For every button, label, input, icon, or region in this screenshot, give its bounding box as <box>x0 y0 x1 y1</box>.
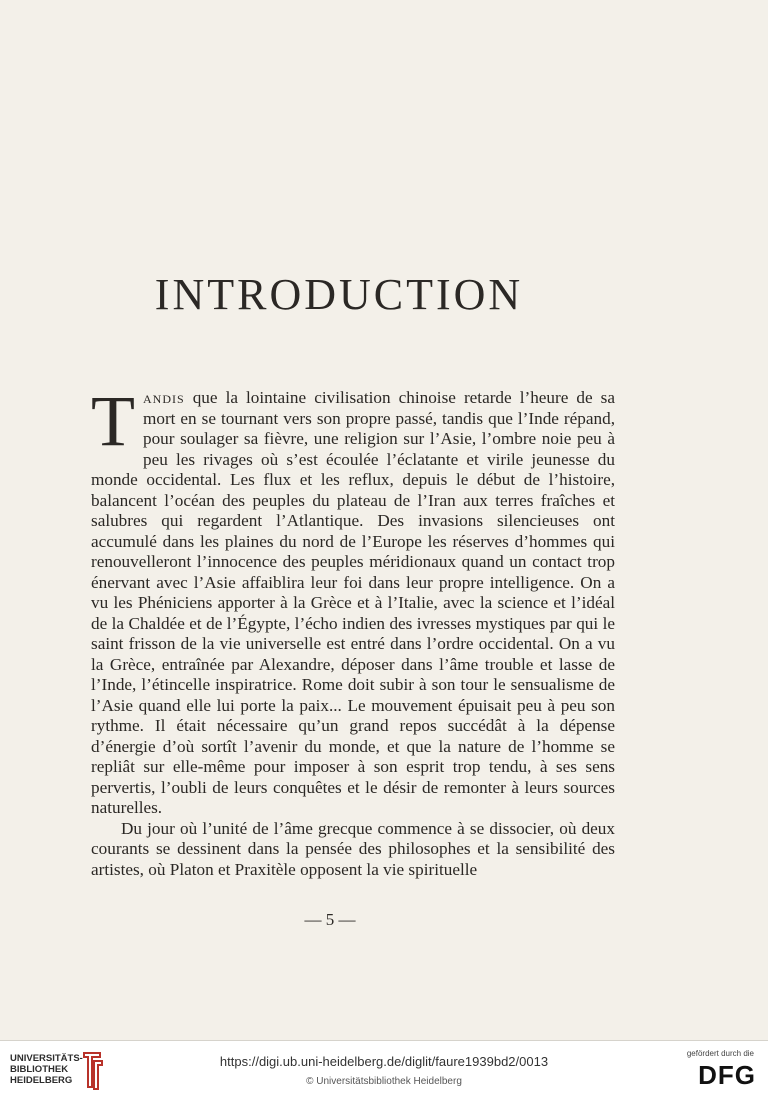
funded-by-text: gefördert durch die <box>686 1049 754 1058</box>
paragraph-1 <box>91 381 615 819</box>
library-line-3: HEIDELBERG <box>10 1075 73 1086</box>
chapter-title: INTRODUCTION <box>154 270 524 320</box>
dfg-logo: DFG <box>698 1060 756 1090</box>
copyright-text: © Universitätsbibliothek Heidelberg <box>306 1076 462 1087</box>
footer-bar <box>0 1040 768 1099</box>
page-number: — 5 — <box>304 910 356 929</box>
drop-cap: T <box>91 381 135 461</box>
library-line-1: UNIVERSITÄTS- <box>10 1053 83 1064</box>
page-url-link[interactable]: https://digi.ub.uni-heidelberg.de/diglit/faure1939bd2/0013 <box>219 1054 549 1069</box>
paragraph-1-text: que la lointaine civilisation chinoise retarde l’heure de sa mort en se tournant vers son propre passé, tandis que l’Inde répand, pour soulager sa fièvre, une religion sur l’Asie, l’ombre noie peu à peu les rivages où s’est écoulée l’éclatante et virile jeunesse du monde occidental. Les flux et les reflux, depuis le début de l’histoire, balancent l’océan des peuples du plateau de l’Iran aux terres fraîches et salubres qui regardent l’Atlantique. Des invasions silencieuses ont accumulé dans les plaines du nord de l’Europe les réserves d’hommes qui renouvelleront l’innocence des peuples méridionaux quand un contact trop énervant avec l’Asie affaiblira leur foi dans leur propre intelligence. On a vu les Phéniciens apporter à la Grèce et à l’Italie, avec la science et l’idéal de la Chaldée et de l’Égypte, l’écho indien des ivresses mystiques par qui le saint frisson de la vie universelle est entré dans l’ordre occidental. On a vu la Grèce, entraînée par Alexandre, déposer dans l’âme trouble et lasse de l’Inde, l’étincelle inspiratrice. Rome doit subir à son tour le sensualisme de l’Asie quand elle lui porte la paix... Le mouvement épuisait peu à peu son rythme. Il était nécessaire qu’un grand repos succédât à la dépense d’énergie d’où sortît l’avenir du monde, et que la nature de l’homme se repliât sur elle-même pour imposer à son esprit trop tendu, à ses sens pervertis, l’oubli de leurs conquêtes et le désir de remonter à leurs sources naturelles. <box>91 388 615 817</box>
first-word-rest: andis <box>142 388 185 407</box>
paragraph-2: Du jour où l’unité de l’âme grecque commence à se dissocier, où deux courants se dessinent dans la pensée des philosophes et la sensibilité des artistes, où Platon et Praxitèle opposent la vie spirituelle <box>91 818 615 879</box>
body-text <box>91 381 615 880</box>
library-line-2: BIBLIOTHEK <box>10 1064 69 1075</box>
